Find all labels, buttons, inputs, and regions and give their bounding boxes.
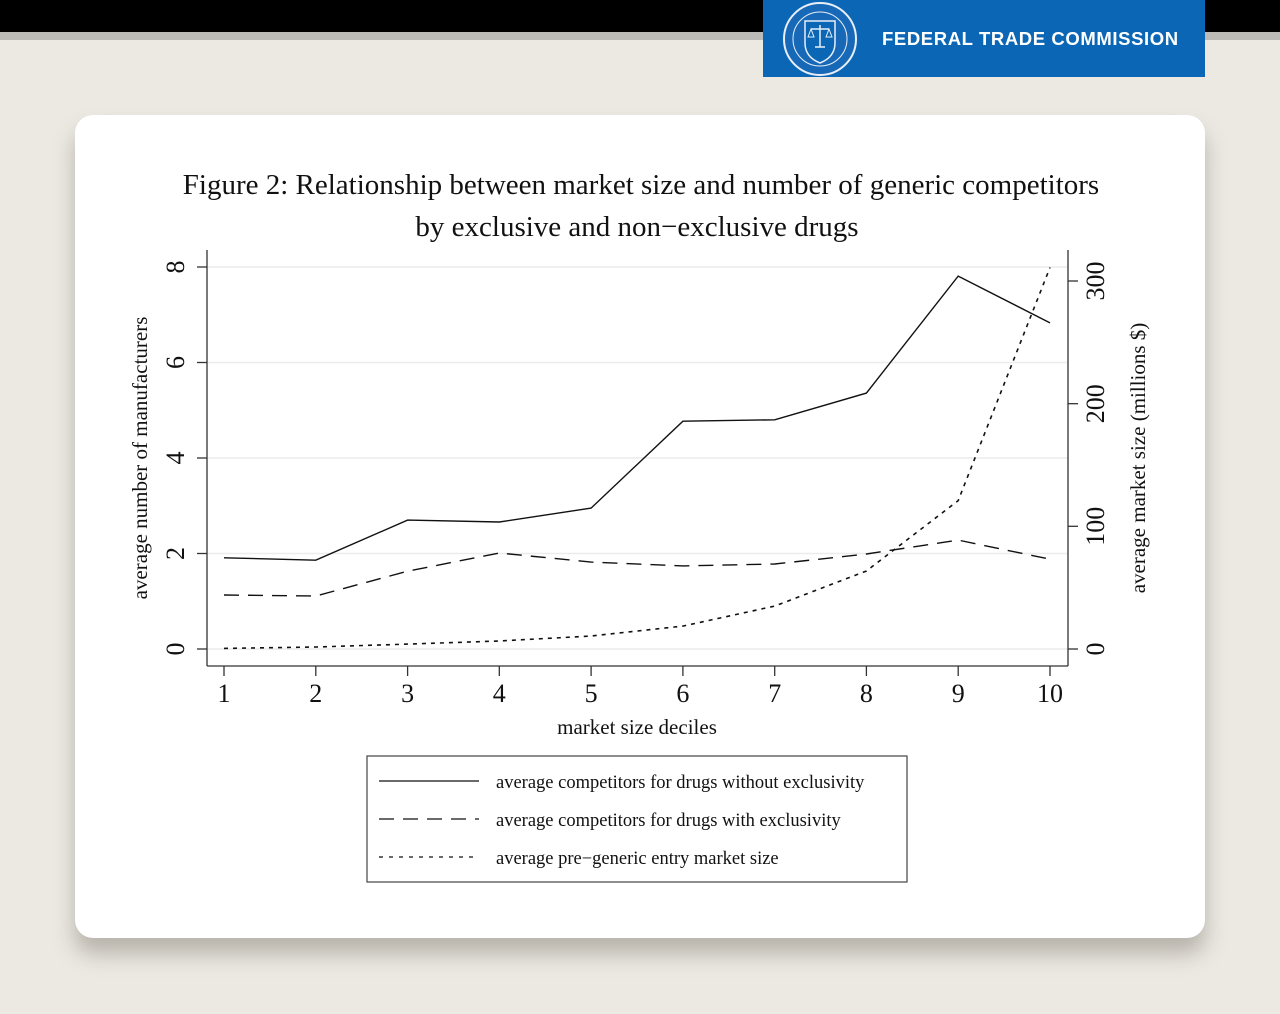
y-right-tick-labels (1081, 262, 1110, 656)
svg-text:200: 200 (1081, 384, 1110, 424)
svg-text:6: 6 (676, 679, 690, 708)
svg-text:6: 6 (161, 356, 190, 369)
svg-text:2: 2 (161, 547, 190, 560)
y-right-label: average market size (millions $) (1126, 322, 1150, 594)
series-with-exclusivity (224, 540, 1050, 596)
svg-text:8: 8 (161, 260, 190, 274)
svg-text:100: 100 (1081, 506, 1110, 546)
y-left-label: average number of manufacturers (128, 316, 152, 600)
legend-item-with-exclusivity: average competitors for drugs with exclusivity (496, 811, 841, 831)
svg-text:300: 300 (1081, 261, 1110, 301)
ftc-seal-icon (781, 1, 859, 77)
legend-item-market-size: average pre−generic entry market size (496, 849, 779, 869)
gridlines (207, 267, 1068, 649)
legend (367, 756, 907, 882)
svg-text:4: 4 (161, 451, 190, 465)
organization-name: FEDERAL TRADE COMMISSION (882, 28, 1179, 49)
svg-text:9: 9 (951, 679, 965, 708)
line-chart (75, 115, 1205, 938)
svg-text:10: 10 (1037, 679, 1063, 708)
axes (197, 250, 1078, 676)
svg-text:5: 5 (584, 679, 598, 708)
x-axis-label: market size deciles (557, 715, 717, 739)
svg-text:8: 8 (859, 679, 873, 708)
svg-text:0: 0 (1081, 642, 1110, 656)
y-left-tick-labels (161, 261, 190, 656)
svg-text:2: 2 (309, 679, 323, 708)
series-without-exclusivity (224, 276, 1050, 560)
svg-text:3: 3 (401, 679, 415, 708)
x-tick-labels (218, 679, 1064, 708)
svg-text:4: 4 (492, 679, 506, 708)
svg-text:1: 1 (217, 679, 231, 708)
legend-item-without-exclusivity: average competitors for drugs without exclusivity (496, 773, 865, 793)
figure-title-line1: Figure 2: Relationship between market size and number of generic competitors (182, 169, 1100, 201)
figure-card (75, 115, 1205, 938)
svg-text:0: 0 (161, 642, 190, 656)
figure-title-line2: by exclusive and non−exclusive drugs (415, 211, 859, 243)
ftc-header-badge (763, 0, 1205, 77)
svg-text:7: 7 (768, 679, 782, 708)
